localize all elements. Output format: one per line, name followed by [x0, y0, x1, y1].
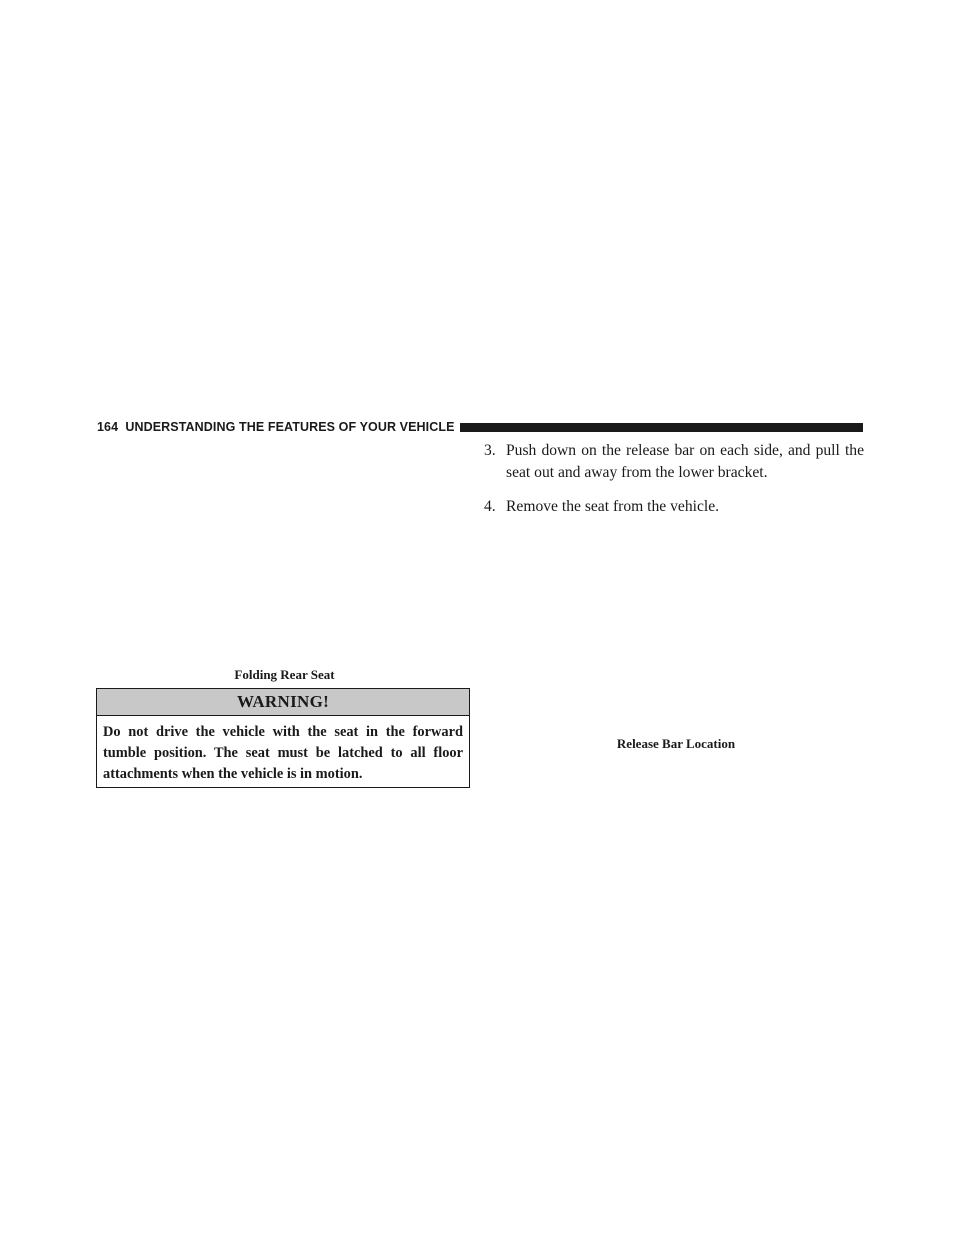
- warning-body: Do not drive the vehicle with the seat in the forward tumble position. The seat must be latched to all floor attachments when the vehicle is in motion.: [103, 724, 463, 782]
- instruction-steps: [484, 440, 864, 530]
- section-title-text: UNDERSTANDING THE FEATURES OF YOUR VEHICLE: [125, 420, 455, 434]
- step-number: 4.: [484, 498, 496, 515]
- step-text: Remove the seat from the vehicle.: [506, 498, 720, 515]
- section-title: [118, 420, 454, 434]
- warning-box: [96, 688, 470, 788]
- figure-caption-release-bar-location: Release Bar Location: [616, 736, 736, 751]
- step-number: 3.: [484, 442, 496, 459]
- step-item: [484, 496, 864, 518]
- step-item: [484, 440, 864, 484]
- warning-title: WARNING!: [97, 689, 469, 716]
- header-rule: [460, 423, 863, 432]
- figure-caption-folding-rear-seat: Folding Rear Seat: [234, 667, 335, 682]
- page-number: 164: [97, 420, 119, 434]
- step-text: Push down on the release bar on each side, and pull the seat out and away from the lower bracket.: [506, 442, 864, 481]
- page-header: [97, 418, 863, 436]
